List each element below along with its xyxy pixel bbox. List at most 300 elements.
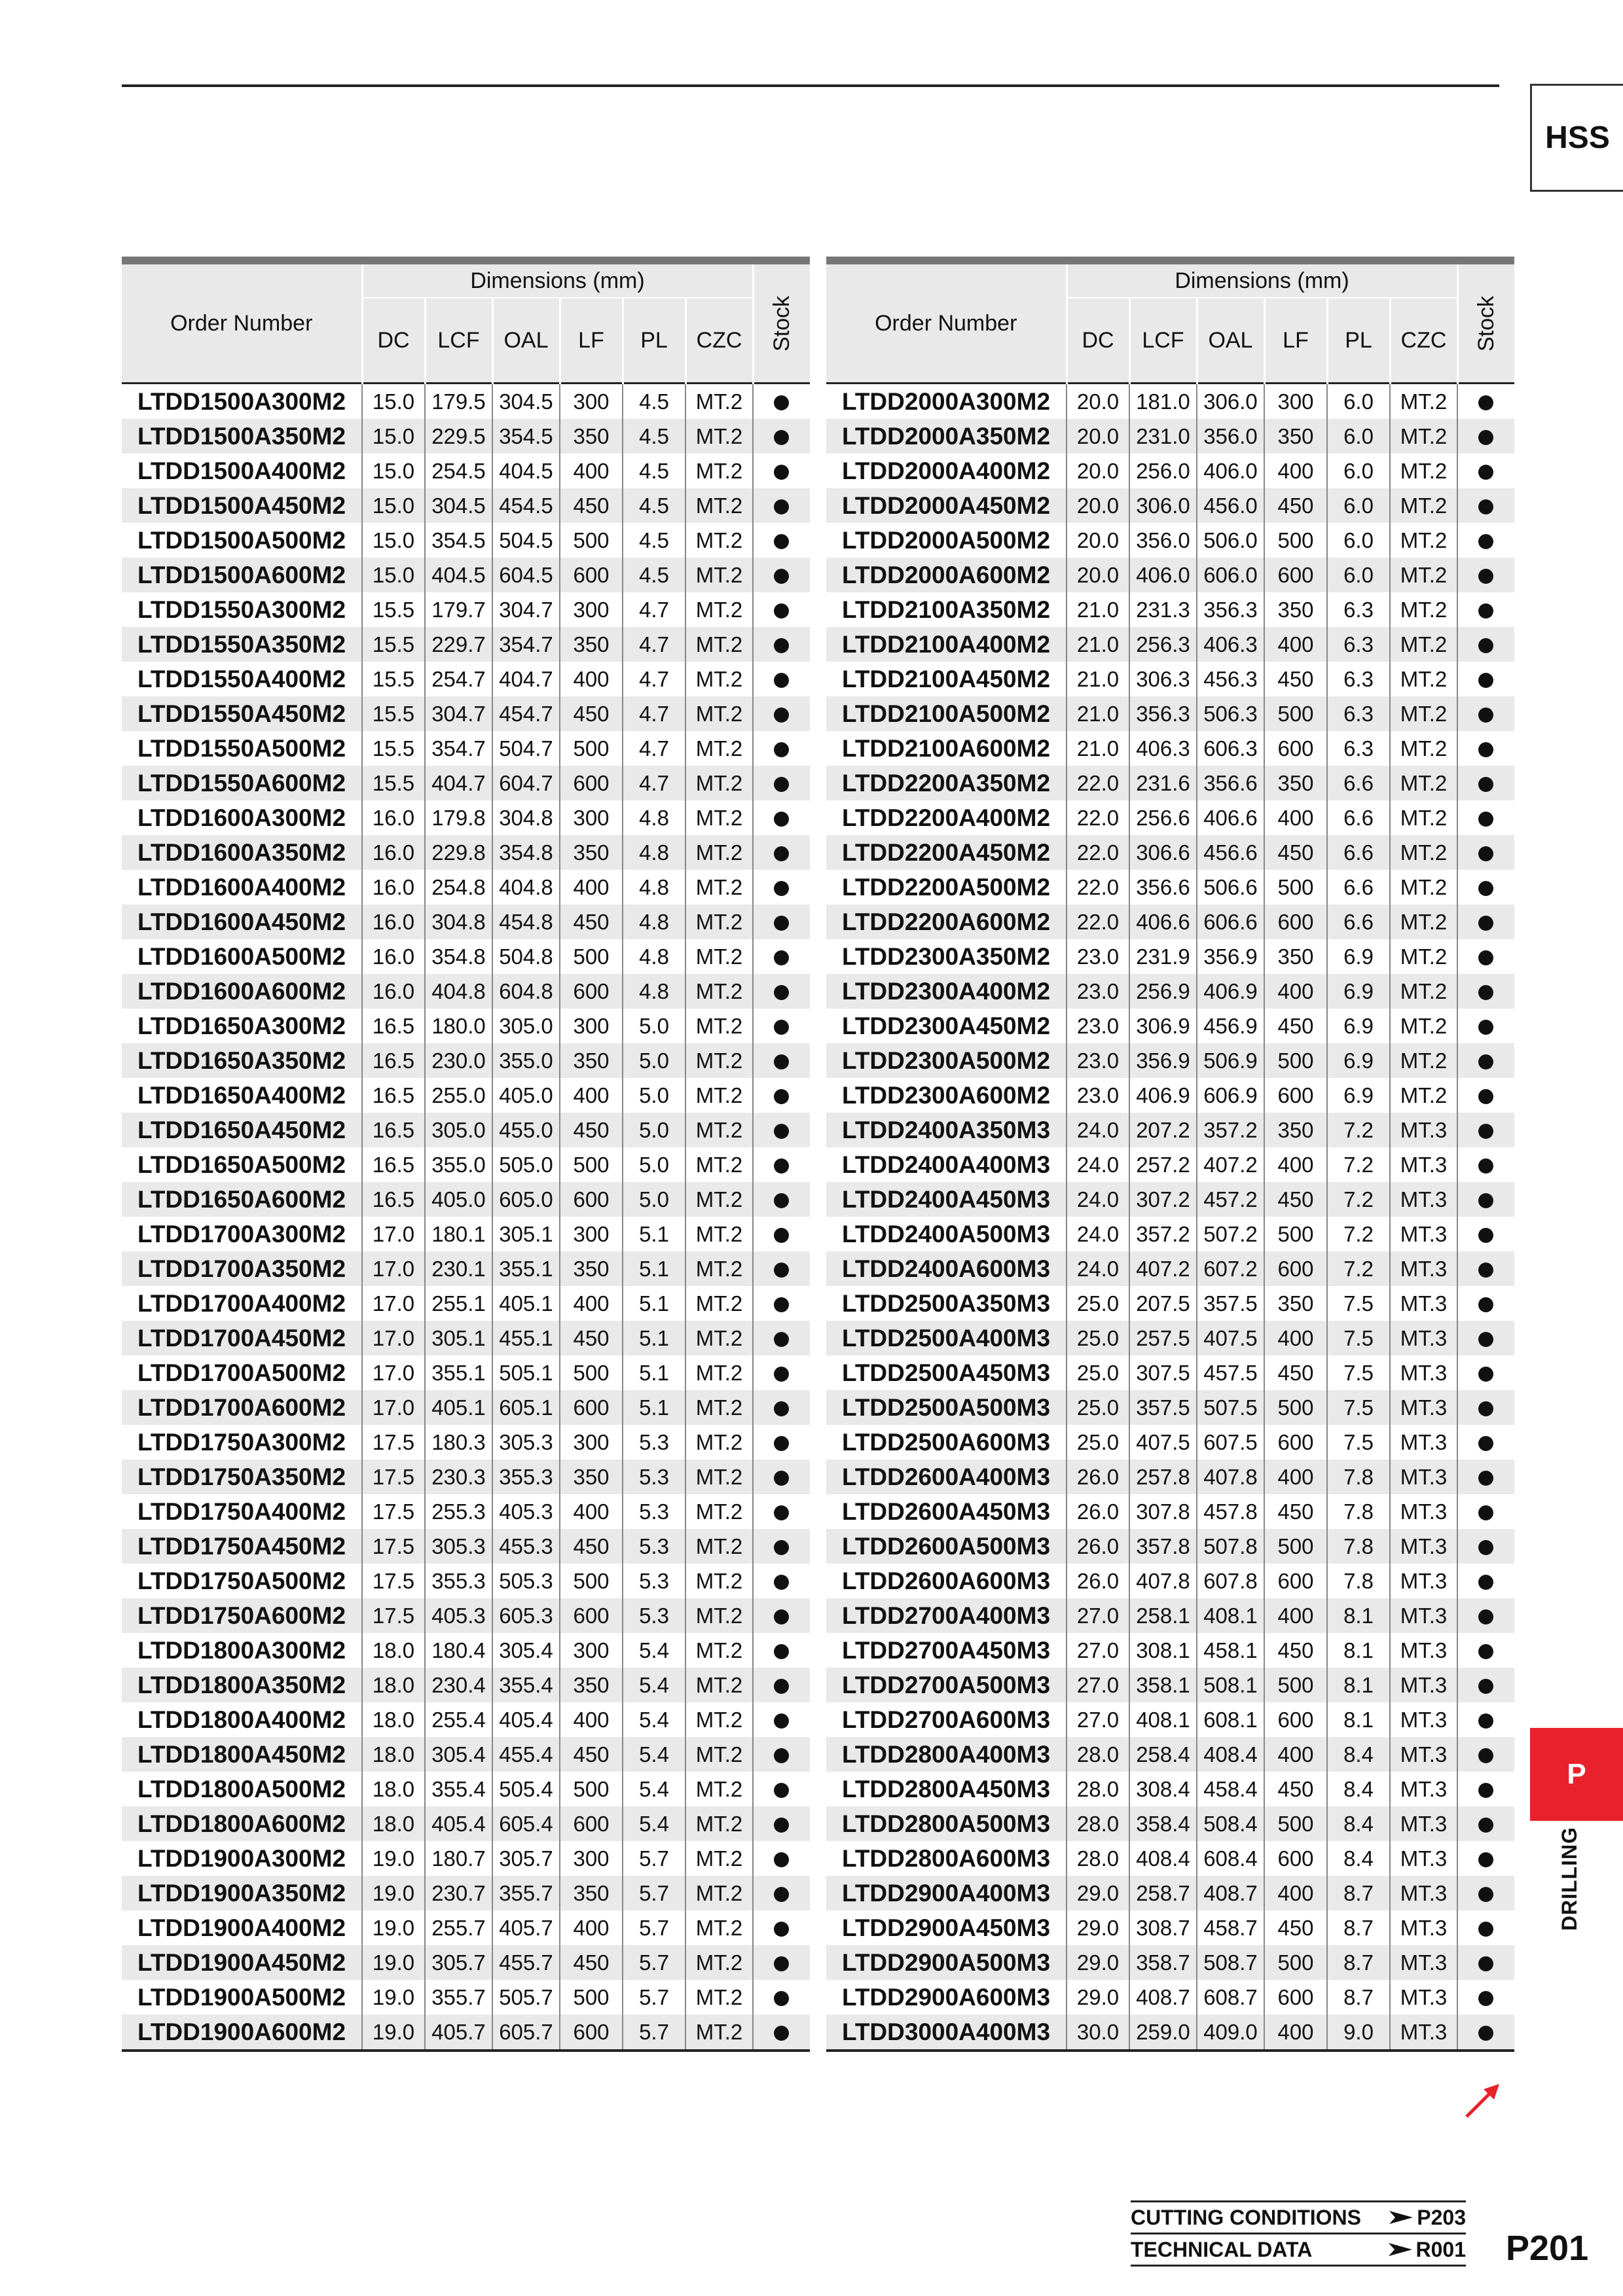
lcf-cell: 230.3 (425, 1460, 492, 1494)
czc-cell: MT.3 (1390, 1494, 1457, 1529)
oal-header: OAL (492, 298, 560, 384)
stock-cell (1457, 2015, 1514, 2051)
lcf-cell: 307.5 (1129, 1355, 1197, 1390)
pointer-arrow-icon (1389, 2210, 1413, 2225)
stock-dot-icon (1478, 1401, 1493, 1416)
stock-cell (1457, 454, 1514, 488)
table-row (826, 731, 1514, 766)
order-number-cell: LTDD2000A500M2 (826, 523, 1067, 558)
czc-cell: MT.2 (685, 800, 753, 835)
pl-header: PL (1327, 298, 1390, 384)
czc-cell: MT.2 (685, 1425, 753, 1460)
table-row (826, 1460, 1514, 1494)
dc-cell: 28.0 (1067, 1841, 1129, 1876)
czc-cell: MT.2 (685, 662, 753, 696)
stock-cell (1457, 1876, 1514, 1910)
stock-dot-icon (774, 1193, 789, 1208)
stock-dot-icon (1478, 742, 1493, 757)
order-number-cell: LTDD2500A400M3 (826, 1321, 1067, 1355)
stock-cell (753, 558, 810, 592)
table-row (122, 1772, 810, 1806)
lf-cell: 500 (1264, 1806, 1327, 1841)
lf-cell: 450 (1264, 1494, 1327, 1529)
spec-table-left-body (122, 384, 810, 2051)
dc-header: DC (362, 298, 425, 384)
oal-cell: 606.0 (1197, 558, 1264, 592)
order-number-cell: LTDD2200A450M2 (826, 835, 1067, 870)
czc-cell: MT.2 (1390, 696, 1457, 731)
table-row (826, 2015, 1514, 2051)
lcf-cell: 408.7 (1129, 1980, 1197, 2015)
table-row (122, 1217, 810, 1251)
pointer-arrow-icon (1389, 2242, 1412, 2257)
lf-cell: 350 (1264, 939, 1327, 974)
stock-dot-icon (1478, 1193, 1493, 1208)
lcf-cell: 406.9 (1129, 1078, 1197, 1113)
pl-cell: 6.0 (1327, 454, 1390, 488)
spec-table-right-block (826, 257, 1514, 2052)
order-number-cell: LTDD1700A350M2 (122, 1251, 362, 1286)
lf-cell: 300 (560, 1009, 623, 1043)
table-row (122, 1737, 810, 1772)
arrow-up-right-icon (1463, 2081, 1502, 2121)
lf-cell: 400 (1264, 800, 1327, 835)
pl-cell: 4.5 (623, 419, 685, 454)
czc-cell: MT.2 (685, 1668, 753, 1702)
dc-cell: 18.0 (362, 1772, 425, 1806)
dc-cell: 25.0 (1067, 1321, 1129, 1355)
order-number-cell: LTDD1550A450M2 (122, 696, 362, 731)
dc-cell: 23.0 (1067, 1043, 1129, 1078)
stock-cell (753, 1251, 810, 1286)
order-number-cell: LTDD2400A600M3 (826, 1251, 1067, 1286)
oal-cell: 608.1 (1197, 1702, 1264, 1737)
stock-cell (1457, 1425, 1514, 1460)
lf-cell: 350 (560, 1876, 623, 1910)
lf-cell: 400 (560, 1286, 623, 1321)
lcf-cell: 305.0 (425, 1113, 492, 1147)
table-row (826, 1217, 1514, 1251)
stock-cell (753, 905, 810, 939)
stock-dot-icon (774, 881, 789, 896)
lf-cell: 350 (560, 1251, 623, 1286)
czc-cell: MT.3 (1390, 1390, 1457, 1425)
stock-dot-icon (774, 1644, 789, 1659)
lcf-cell: 406.3 (1129, 731, 1197, 766)
stock-cell (1457, 974, 1514, 1009)
table-row (122, 1910, 810, 1945)
table-row (122, 1425, 810, 1460)
stock-dot-icon (1478, 985, 1493, 1000)
lcf-cell: 305.7 (425, 1945, 492, 1980)
stock-cell (1457, 696, 1514, 731)
pl-cell: 5.4 (623, 1806, 685, 1841)
dc-cell: 23.0 (1067, 939, 1129, 974)
lf-cell: 350 (1264, 766, 1327, 800)
lcf-cell: 258.7 (1129, 1876, 1197, 1910)
lcf-cell: 231.3 (1129, 592, 1197, 627)
pl-cell: 8.7 (1327, 1910, 1390, 1945)
oal-cell: 456.0 (1197, 488, 1264, 523)
lf-cell: 600 (560, 558, 623, 592)
pl-cell: 8.4 (1327, 1737, 1390, 1772)
lf-cell: 350 (560, 627, 623, 662)
dc-cell: 20.0 (1067, 384, 1129, 420)
table-row (826, 419, 1514, 454)
table-row (122, 1355, 810, 1390)
czc-cell: MT.3 (1390, 1598, 1457, 1633)
stock-dot-icon (1478, 638, 1493, 653)
lcf-cell: 407.5 (1129, 1425, 1197, 1460)
stock-dot-icon (1478, 881, 1493, 896)
dc-cell: 19.0 (362, 1980, 425, 2015)
cutting-conditions-reference[interactable] (1131, 2200, 1466, 2234)
lf-cell: 600 (560, 1598, 623, 1633)
dc-cell: 16.0 (362, 974, 425, 1009)
dc-cell: 24.0 (1067, 1217, 1129, 1251)
stock-cell (1457, 1460, 1514, 1494)
lcf-cell: 230.1 (425, 1251, 492, 1286)
table-row (826, 662, 1514, 696)
stock-cell (1457, 1529, 1514, 1564)
stock-cell (1457, 662, 1514, 696)
stock-cell (753, 1147, 810, 1182)
czc-cell: MT.2 (1390, 662, 1457, 696)
pl-cell: 6.0 (1327, 558, 1390, 592)
lf-cell: 450 (1264, 488, 1327, 523)
lf-cell: 500 (1264, 696, 1327, 731)
oal-cell: 607.8 (1197, 1564, 1264, 1598)
oal-cell: 456.9 (1197, 1009, 1264, 1043)
oal-cell: 508.4 (1197, 1806, 1264, 1841)
pl-cell: 6.9 (1327, 1009, 1390, 1043)
lf-cell: 600 (560, 1390, 623, 1425)
lf-cell: 450 (1264, 1772, 1327, 1806)
czc-cell: MT.2 (685, 835, 753, 870)
stock-dot-icon (774, 395, 789, 410)
lcf-cell: 258.1 (1129, 1598, 1197, 1633)
stock-dot-icon (774, 1054, 789, 1069)
dc-cell: 17.5 (362, 1564, 425, 1598)
order-number-cell: LTDD1750A300M2 (122, 1425, 362, 1460)
lcf-cell: 358.4 (1129, 1806, 1197, 1841)
stock-dot-icon (1478, 1922, 1493, 1937)
dc-cell: 29.0 (1067, 1980, 1129, 2015)
dc-cell: 28.0 (1067, 1806, 1129, 1841)
table-row (826, 454, 1514, 488)
order-number-cell: LTDD2000A350M2 (826, 419, 1067, 454)
stock-cell (1457, 1945, 1514, 1980)
dc-cell: 17.5 (362, 1460, 425, 1494)
dc-cell: 26.0 (1067, 1529, 1129, 1564)
stock-dot-icon (774, 1956, 789, 1971)
lcf-cell: 229.7 (425, 627, 492, 662)
lf-cell: 500 (1264, 870, 1327, 905)
czc-cell: MT.2 (685, 1806, 753, 1841)
czc-cell: MT.2 (685, 1182, 753, 1217)
pl-cell: 5.3 (623, 1598, 685, 1633)
order-number-cell: LTDD1800A500M2 (122, 1772, 362, 1806)
order-number-cell: LTDD2400A400M3 (826, 1147, 1067, 1182)
lf-cell: 350 (560, 1668, 623, 1702)
stock-cell (753, 1460, 810, 1494)
czc-header: CZC (685, 298, 753, 384)
stock-cell (753, 2015, 810, 2051)
czc-cell: MT.2 (1390, 731, 1457, 766)
oal-cell: 405.4 (492, 1702, 560, 1737)
lcf-cell: 257.8 (1129, 1460, 1197, 1494)
stock-cell (753, 1494, 810, 1529)
spec-table-left (122, 257, 810, 2052)
table-row (122, 1113, 810, 1147)
oal-cell: 408.1 (1197, 1598, 1264, 1633)
table-row (122, 905, 810, 939)
czc-cell: MT.2 (685, 1113, 753, 1147)
stock-cell (753, 662, 810, 696)
lf-cell: 400 (1264, 1147, 1327, 1182)
spec-table-right (826, 257, 1514, 2052)
stock-cell (753, 766, 810, 800)
oal-cell: 304.8 (492, 800, 560, 835)
stock-dot-icon (1478, 1367, 1493, 1382)
lcf-cell: 181.0 (1129, 384, 1197, 420)
table-row (826, 766, 1514, 800)
order-number-cell: LTDD1750A450M2 (122, 1529, 362, 1564)
oal-cell: 604.7 (492, 766, 560, 800)
dc-cell: 16.0 (362, 800, 425, 835)
lcf-cell: 256.9 (1129, 974, 1197, 1009)
order-number-cell: LTDD2200A500M2 (826, 870, 1067, 905)
dc-cell: 27.0 (1067, 1598, 1129, 1633)
pl-cell: 5.0 (623, 1147, 685, 1182)
drilling-label-text: DRILLING (1558, 1826, 1582, 1931)
lcf-cell: 407.2 (1129, 1251, 1197, 1286)
lf-cell: 600 (560, 1182, 623, 1217)
stock-dot-icon (774, 2026, 789, 2041)
czc-cell: MT.2 (685, 1043, 753, 1078)
stock-dot-icon (774, 777, 789, 792)
czc-cell: MT.2 (685, 1702, 753, 1737)
table-row (826, 1772, 1514, 1806)
oal-cell: 354.5 (492, 419, 560, 454)
lf-cell: 600 (560, 1806, 623, 1841)
czc-cell: MT.2 (685, 384, 753, 420)
stock-cell (1457, 905, 1514, 939)
oal-cell: 606.9 (1197, 1078, 1264, 1113)
pl-cell: 6.3 (1327, 731, 1390, 766)
pl-cell: 6.0 (1327, 384, 1390, 420)
stock-dot-icon (774, 1089, 789, 1104)
czc-cell: MT.2 (1390, 592, 1457, 627)
lf-cell: 600 (1264, 1078, 1327, 1113)
lcf-cell: 355.7 (425, 1980, 492, 2015)
stock-cell (1457, 1286, 1514, 1321)
table-row (122, 870, 810, 905)
dc-cell: 15.5 (362, 627, 425, 662)
order-number-cell: LTDD2700A600M3 (826, 1702, 1067, 1737)
order-number-cell: LTDD2300A450M2 (826, 1009, 1067, 1043)
stock-dot-icon (774, 430, 789, 445)
pl-cell: 8.7 (1327, 1945, 1390, 1980)
lcf-cell: 356.6 (1129, 870, 1197, 905)
stock-dot-icon (774, 638, 789, 653)
lf-cell: 450 (560, 1529, 623, 1564)
czc-cell: MT.2 (685, 2015, 753, 2051)
pl-cell: 4.7 (623, 662, 685, 696)
lcf-cell: 405.7 (425, 2015, 492, 2051)
dc-cell: 26.0 (1067, 1460, 1129, 1494)
lcf-cell: 354.5 (425, 523, 492, 558)
technical-data-reference[interactable] (1131, 2234, 1466, 2267)
dc-cell: 24.0 (1067, 1251, 1129, 1286)
lf-cell: 400 (560, 870, 623, 905)
lcf-cell: 229.5 (425, 419, 492, 454)
dc-cell: 18.0 (362, 1633, 425, 1668)
pl-cell: 5.7 (623, 1910, 685, 1945)
stock-dot-icon (1478, 430, 1493, 445)
oal-cell: 457.2 (1197, 1182, 1264, 1217)
dc-cell: 20.0 (1067, 488, 1129, 523)
order-number-cell: LTDD1800A350M2 (122, 1668, 362, 1702)
drilling-category-tab[interactable]: P (1530, 1728, 1623, 1821)
czc-cell: MT.2 (685, 488, 753, 523)
lcf-cell: 230.4 (425, 1668, 492, 1702)
stock-cell (1457, 1564, 1514, 1598)
lf-cell: 350 (560, 835, 623, 870)
dc-cell: 25.0 (1067, 1425, 1129, 1460)
stock-dot-icon (1478, 812, 1493, 827)
table-row (122, 1633, 810, 1668)
order-number-cell: LTDD2000A450M2 (826, 488, 1067, 523)
czc-cell: MT.2 (685, 696, 753, 731)
lf-cell: 350 (1264, 1286, 1327, 1321)
pl-cell: 4.5 (623, 523, 685, 558)
lf-cell: 450 (560, 696, 623, 731)
stock-dot-icon (774, 1679, 789, 1694)
oal-cell: 505.1 (492, 1355, 560, 1390)
pl-cell: 5.0 (623, 1043, 685, 1078)
czc-cell: MT.2 (685, 974, 753, 1009)
order-number-cell: LTDD1500A350M2 (122, 419, 362, 454)
lf-cell: 450 (1264, 835, 1327, 870)
oal-cell: 455.4 (492, 1737, 560, 1772)
dc-cell: 22.0 (1067, 766, 1129, 800)
stock-dot-icon (774, 1263, 789, 1278)
czc-cell: MT.2 (685, 1598, 753, 1633)
lf-cell: 300 (560, 800, 623, 835)
lf-cell: 500 (1264, 1668, 1327, 1702)
order-number-header: Order Number (826, 260, 1067, 384)
pl-cell: 6.9 (1327, 939, 1390, 974)
stock-dot-icon (1478, 846, 1493, 861)
pl-cell: 7.5 (1327, 1425, 1390, 1460)
oal-cell: 606.3 (1197, 731, 1264, 766)
lf-cell: 450 (1264, 662, 1327, 696)
lf-cell: 600 (1264, 905, 1327, 939)
pl-cell: 6.0 (1327, 419, 1390, 454)
lcf-cell: 180.4 (425, 1633, 492, 1668)
oal-cell: 354.8 (492, 835, 560, 870)
czc-cell: MT.2 (685, 419, 753, 454)
table-row (826, 1529, 1514, 1564)
table-row (122, 662, 810, 696)
dc-header: DC (1067, 298, 1129, 384)
table-row (826, 1633, 1514, 1668)
stock-dot-icon (1478, 1297, 1493, 1312)
lf-cell: 450 (560, 1945, 623, 1980)
lcf-cell: 229.8 (425, 835, 492, 870)
czc-cell: MT.2 (1390, 627, 1457, 662)
drilling-side-label (1544, 1826, 1596, 1931)
table-row (826, 592, 1514, 627)
dc-cell: 18.0 (362, 1737, 425, 1772)
dc-cell: 21.0 (1067, 627, 1129, 662)
stock-cell (1457, 1390, 1514, 1425)
lcf-cell: 406.0 (1129, 558, 1197, 592)
dc-cell: 16.0 (362, 870, 425, 905)
table-row (826, 1147, 1514, 1182)
oal-header: OAL (1197, 298, 1264, 384)
stock-dot-icon (774, 499, 789, 514)
stock-dot-icon (1478, 1228, 1493, 1243)
pl-cell: 7.2 (1327, 1217, 1390, 1251)
order-number-cell: LTDD1650A400M2 (122, 1078, 362, 1113)
lf-cell: 350 (1264, 419, 1327, 454)
order-number-cell: LTDD2200A600M2 (826, 905, 1067, 939)
czc-cell: MT.2 (685, 1494, 753, 1529)
lf-cell: 400 (560, 1078, 623, 1113)
oal-cell: 356.3 (1197, 592, 1264, 627)
dc-cell: 16.0 (362, 939, 425, 974)
lf-cell: 600 (560, 2015, 623, 2051)
order-number-cell: LTDD2400A500M3 (826, 1217, 1067, 1251)
order-number-cell: LTDD1550A500M2 (122, 731, 362, 766)
table-row (826, 1494, 1514, 1529)
czc-cell: MT.2 (685, 1980, 753, 2015)
hss-section-tab[interactable]: HSS (1530, 84, 1623, 192)
lcf-cell: 306.3 (1129, 662, 1197, 696)
stock-dot-icon (1478, 1540, 1493, 1555)
order-number-cell: LTDD2400A450M3 (826, 1182, 1067, 1217)
order-number-cell: LTDD2700A400M3 (826, 1598, 1067, 1633)
table-row (826, 1876, 1514, 1910)
lcf-cell: 306.9 (1129, 1009, 1197, 1043)
lcf-cell: 180.7 (425, 1841, 492, 1876)
table-row (122, 1147, 810, 1182)
stock-cell (753, 627, 810, 662)
dc-cell: 15.0 (362, 488, 425, 523)
stock-cell (753, 1009, 810, 1043)
lcf-cell: 231.0 (1129, 419, 1197, 454)
order-number-cell: LTDD2800A600M3 (826, 1841, 1067, 1876)
table-row (826, 627, 1514, 662)
table-row (122, 454, 810, 488)
lcf-cell: 356.0 (1129, 523, 1197, 558)
lf-cell: 400 (1264, 1598, 1327, 1633)
stock-dot-icon (1478, 603, 1493, 619)
dc-cell: 29.0 (1067, 1945, 1129, 1980)
order-number-cell: LTDD1600A500M2 (122, 939, 362, 974)
dc-cell: 29.0 (1067, 1876, 1129, 1910)
lf-cell: 600 (1264, 558, 1327, 592)
oal-cell: 506.3 (1197, 696, 1264, 731)
lf-cell: 500 (560, 523, 623, 558)
oal-cell: 507.2 (1197, 1217, 1264, 1251)
lcf-cell: 254.7 (425, 662, 492, 696)
lcf-cell: 256.6 (1129, 800, 1197, 835)
stock-cell (1457, 1147, 1514, 1182)
dc-cell: 26.0 (1067, 1564, 1129, 1598)
